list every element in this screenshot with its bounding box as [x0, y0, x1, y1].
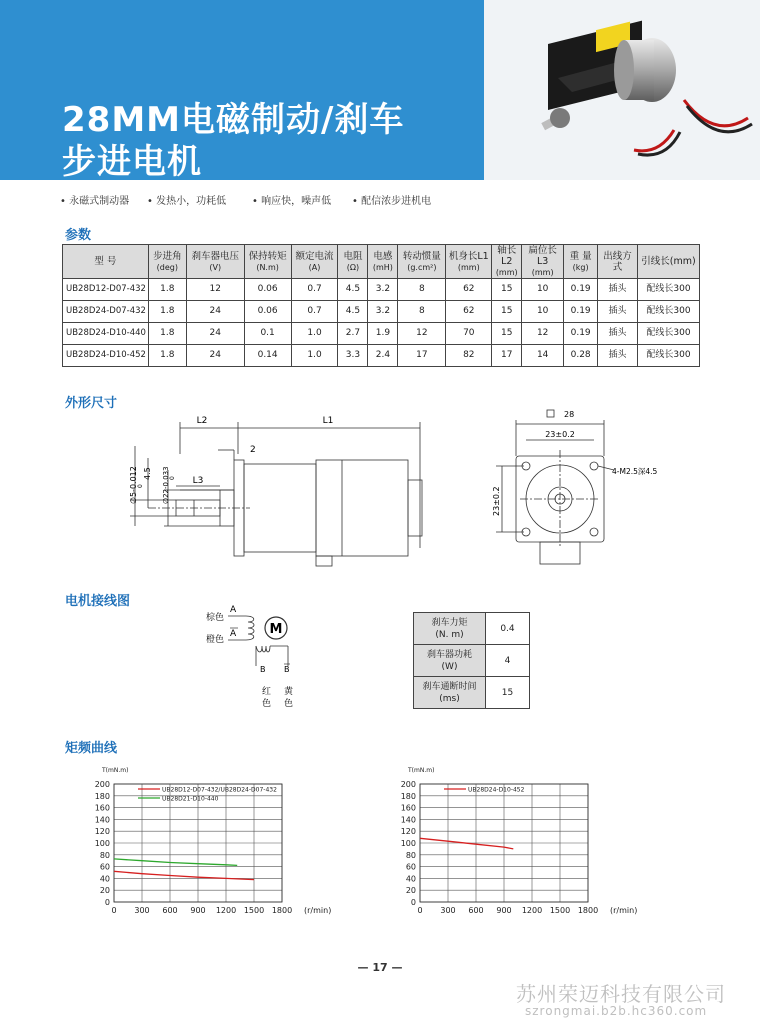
table-row [414, 645, 530, 677]
y-tick-label: 180 [400, 791, 416, 801]
dim-label-l2: L2 [196, 416, 208, 426]
col-header-shaft-length: 轴长L2 (mm) [492, 245, 522, 279]
x-axis-label: (r/min) [610, 906, 638, 915]
feature-item: • 配信浓步进机电 [352, 196, 432, 207]
y-tick-label: 180 [94, 791, 110, 801]
table-cell: 1.0 [291, 345, 338, 367]
cell-model: UB28D12-D07-432 [63, 279, 149, 301]
y-tick-label: 0 [410, 898, 416, 907]
table-cell: 1.9 [368, 323, 398, 345]
brake-spec-table [413, 612, 530, 709]
dim-label-l3: L3 [192, 476, 204, 486]
y-tick-label: 160 [400, 803, 416, 813]
y-tick-label: 140 [94, 815, 110, 825]
table-cell: 10 [522, 301, 564, 323]
col-header-body-length: 机身长L1 (mm) [446, 245, 492, 279]
table-header-row [63, 245, 700, 279]
table-cell: 插头 [598, 279, 638, 301]
table-cell: 15 [492, 279, 522, 301]
x-tick-label: 1500 [243, 906, 265, 915]
dim-label-shaft-sup: 0 [137, 484, 144, 488]
table-row [414, 613, 530, 645]
table-cell: 0.1 [244, 323, 291, 345]
page-title-line1: 28MM电磁制动/刹车 [62, 100, 405, 140]
dim-label-hole-span-vertical: 23±0.2 [492, 486, 501, 516]
table-cell: 15 [492, 301, 522, 323]
y-tick-label: 60 [99, 862, 110, 872]
wire-label-red: 红 [262, 687, 272, 697]
motor-symbol: M [269, 622, 283, 637]
x-tick-label: 300 [440, 906, 456, 915]
table-cell: 4.5 [338, 301, 368, 323]
table-cell: 70 [446, 323, 492, 345]
table-cell: 15 [492, 323, 522, 345]
table-cell: 8 [398, 301, 446, 323]
y-tick-label: 60 [405, 862, 416, 872]
table-row [63, 345, 700, 367]
y-tick-label: 160 [94, 803, 110, 813]
table-cell: 0.19 [564, 301, 598, 323]
col-header-holding-torque: 保持转矩 (N.m) [244, 245, 291, 279]
feature-item: • 响应快，噪声低 [252, 196, 332, 207]
page-number: — 17 — [357, 961, 403, 974]
table-cell: 24 [186, 323, 244, 345]
wire-label-yellow: 黄 [284, 687, 294, 697]
col-header-rated-current: 额定电流 (A) [291, 245, 338, 279]
y-tick-label: 200 [94, 780, 110, 789]
col-header-lead-length: 引线长(mm) [638, 245, 700, 279]
y-tick-label: 0 [104, 898, 110, 907]
table-cell: 3.3 [338, 345, 368, 367]
x-tick-label: 0 [111, 906, 117, 915]
wire-label-orange: 橙色 [206, 635, 225, 645]
x-tick-label: 0 [417, 906, 423, 915]
table-cell: 0.7 [291, 301, 338, 323]
table-cell: 1.8 [148, 279, 186, 301]
col-header-step-angle: 步进角 (deg) [148, 245, 186, 279]
y-tick-label: 40 [99, 874, 110, 884]
dim-label-flat: 4.5 [143, 467, 152, 480]
wire-label-b: B [260, 665, 266, 674]
col-header-weight: 重 量 (kg) [564, 245, 598, 279]
brake-power-label: 刹车器功耗 (W) [414, 645, 486, 677]
table-cell: 1.0 [291, 323, 338, 345]
dim-label-holes: 4-M2.5深4.5 [612, 467, 658, 476]
y-tick-label: 40 [405, 874, 416, 884]
front-view-drawing [484, 406, 694, 576]
col-header-flat-length: 扁位长L3 (mm) [522, 245, 564, 279]
x-tick-label: 1200 [215, 906, 237, 915]
table-cell: 1.8 [148, 301, 186, 323]
y-axis-label: T(mN.m) [102, 767, 129, 774]
table-cell: 0.19 [564, 323, 598, 345]
table-cell: 配线长300 [638, 279, 700, 301]
params-table [62, 244, 700, 367]
dim-label-two: 2 [250, 445, 256, 455]
watermark-url: szrongmai.b2b.hc360.com [525, 1004, 708, 1018]
dim-label-l1: L1 [322, 416, 334, 426]
y-tick-label: 20 [405, 886, 416, 896]
x-tick-label: 1800 [271, 906, 293, 915]
table-cell: 17 [492, 345, 522, 367]
product-photo [484, 0, 760, 180]
table-cell: 2.7 [338, 323, 368, 345]
section-title-dimensions: 外形尺寸 [65, 396, 118, 411]
table-cell: 0.14 [244, 345, 291, 367]
cell-model: UB28D24-D10-452 [63, 345, 149, 367]
table-row [63, 301, 700, 323]
table-row [414, 677, 530, 709]
series-line [420, 838, 513, 849]
legend-entry: UB28D24-D10-452 [468, 786, 525, 794]
table-cell: 10 [522, 279, 564, 301]
section-title-wiring: 电机接线图 [65, 594, 131, 609]
x-tick-label: 1200 [521, 906, 543, 915]
section-title-params: 参数 [65, 228, 92, 243]
y-tick-label: 140 [400, 815, 416, 825]
wire-label-a: A [230, 605, 237, 615]
table-cell: 82 [446, 345, 492, 367]
dim-label-square: 28 [564, 410, 575, 419]
table-cell: 2.4 [368, 345, 398, 367]
table-cell: 3.2 [368, 301, 398, 323]
table-cell: 1.8 [148, 345, 186, 367]
col-header-brake-voltage: 刹车器电压 (V) [186, 245, 244, 279]
col-header-inductance: 电感 (mH) [368, 245, 398, 279]
table-row [63, 279, 700, 301]
wire-label-red-2: 色 [262, 699, 272, 709]
legend-entry: UB28D21-D10-440 [162, 795, 219, 803]
table-cell: 插头 [598, 301, 638, 323]
dim-label-boss: ∅22-0.033 [162, 466, 170, 504]
x-tick-label: 600 [162, 906, 178, 915]
col-header-inertia: 转动惯量 (g.cm²) [398, 245, 446, 279]
dim-label-boss-sup: 0 [169, 476, 176, 480]
y-tick-label: 100 [400, 839, 416, 848]
feature-item: • 永磁式制动器 [60, 196, 130, 207]
wire-label-brown: 棕色 [206, 613, 225, 623]
table-cell: 0.19 [564, 279, 598, 301]
col-header-model: 型 号 [63, 245, 149, 279]
legend-entry: UB28D12-D07-432/UB28D24-D07-432 [162, 786, 277, 794]
y-tick-label: 200 [400, 780, 416, 789]
x-tick-label: 600 [468, 906, 484, 915]
brake-power-value: 4 [486, 645, 530, 677]
brake-time-value: 15 [486, 677, 530, 709]
side-view-drawing [110, 408, 430, 578]
wire-label-a-bar: A [230, 629, 237, 639]
torque-chart-2 [386, 760, 676, 920]
col-header-resistance: 电阻 (Ω) [338, 245, 368, 279]
y-tick-label: 120 [94, 827, 110, 837]
y-axis-label: T(mN.m) [408, 767, 435, 774]
table-cell: 0.7 [291, 279, 338, 301]
y-tick-label: 80 [99, 850, 110, 860]
brake-time-label: 刹车通断时间 (ms) [414, 677, 486, 709]
cell-model: UB28D24-D07-432 [63, 301, 149, 323]
y-tick-label: 120 [400, 827, 416, 837]
x-tick-label: 900 [496, 906, 512, 915]
x-tick-label: 1800 [577, 906, 599, 915]
feature-item: • 发热小，功耗低 [147, 196, 227, 207]
col-header-outlet: 出线方式 [598, 245, 638, 279]
table-cell: 插头 [598, 345, 638, 367]
y-tick-label: 20 [99, 886, 110, 896]
table-cell: 配线长300 [638, 323, 700, 345]
table-cell: 12 [522, 323, 564, 345]
wire-label-b-bar: B [284, 665, 290, 674]
x-tick-label: 900 [190, 906, 206, 915]
dim-label-hole-span: 23±0.2 [545, 430, 575, 439]
table-cell: 14 [522, 345, 564, 367]
table-cell: 0.06 [244, 279, 291, 301]
table-cell: 1.8 [148, 323, 186, 345]
table-cell: 0.06 [244, 301, 291, 323]
dim-label-shaft: ∅5-0.012 [129, 466, 138, 504]
table-row [63, 323, 700, 345]
table-cell: 插头 [598, 323, 638, 345]
table-cell: 12 [398, 323, 446, 345]
torque-chart-1 [80, 760, 370, 920]
table-cell: 17 [398, 345, 446, 367]
table-cell: 0.28 [564, 345, 598, 367]
section-title-curves: 矩频曲线 [65, 741, 118, 756]
x-tick-label: 1500 [549, 906, 571, 915]
motor-illustration [484, 0, 760, 180]
x-axis-label: (r/min) [304, 906, 332, 915]
table-cell: 12 [186, 279, 244, 301]
table-cell: 3.2 [368, 279, 398, 301]
series-line [114, 859, 237, 866]
watermark-company: 苏州荣迈科技有限公司 [516, 982, 726, 1006]
page-title-line2: 步进电机 [62, 142, 202, 182]
table-cell: 24 [186, 301, 244, 323]
wire-label-yellow-2: 色 [284, 699, 294, 709]
table-cell: 8 [398, 279, 446, 301]
cell-model: UB28D24-D10-440 [63, 323, 149, 345]
wiring-diagram [200, 600, 320, 712]
brake-torque-value: 0.4 [486, 613, 530, 645]
y-tick-label: 80 [405, 850, 416, 860]
brake-torque-label: 刹车力矩 (N. m) [414, 613, 486, 645]
table-cell: 4.5 [338, 279, 368, 301]
table-cell: 62 [446, 301, 492, 323]
table-cell: 24 [186, 345, 244, 367]
table-cell: 配线长300 [638, 301, 700, 323]
table-cell: 配线长300 [638, 345, 700, 367]
x-tick-label: 300 [134, 906, 150, 915]
y-tick-label: 100 [94, 839, 110, 848]
table-cell: 62 [446, 279, 492, 301]
